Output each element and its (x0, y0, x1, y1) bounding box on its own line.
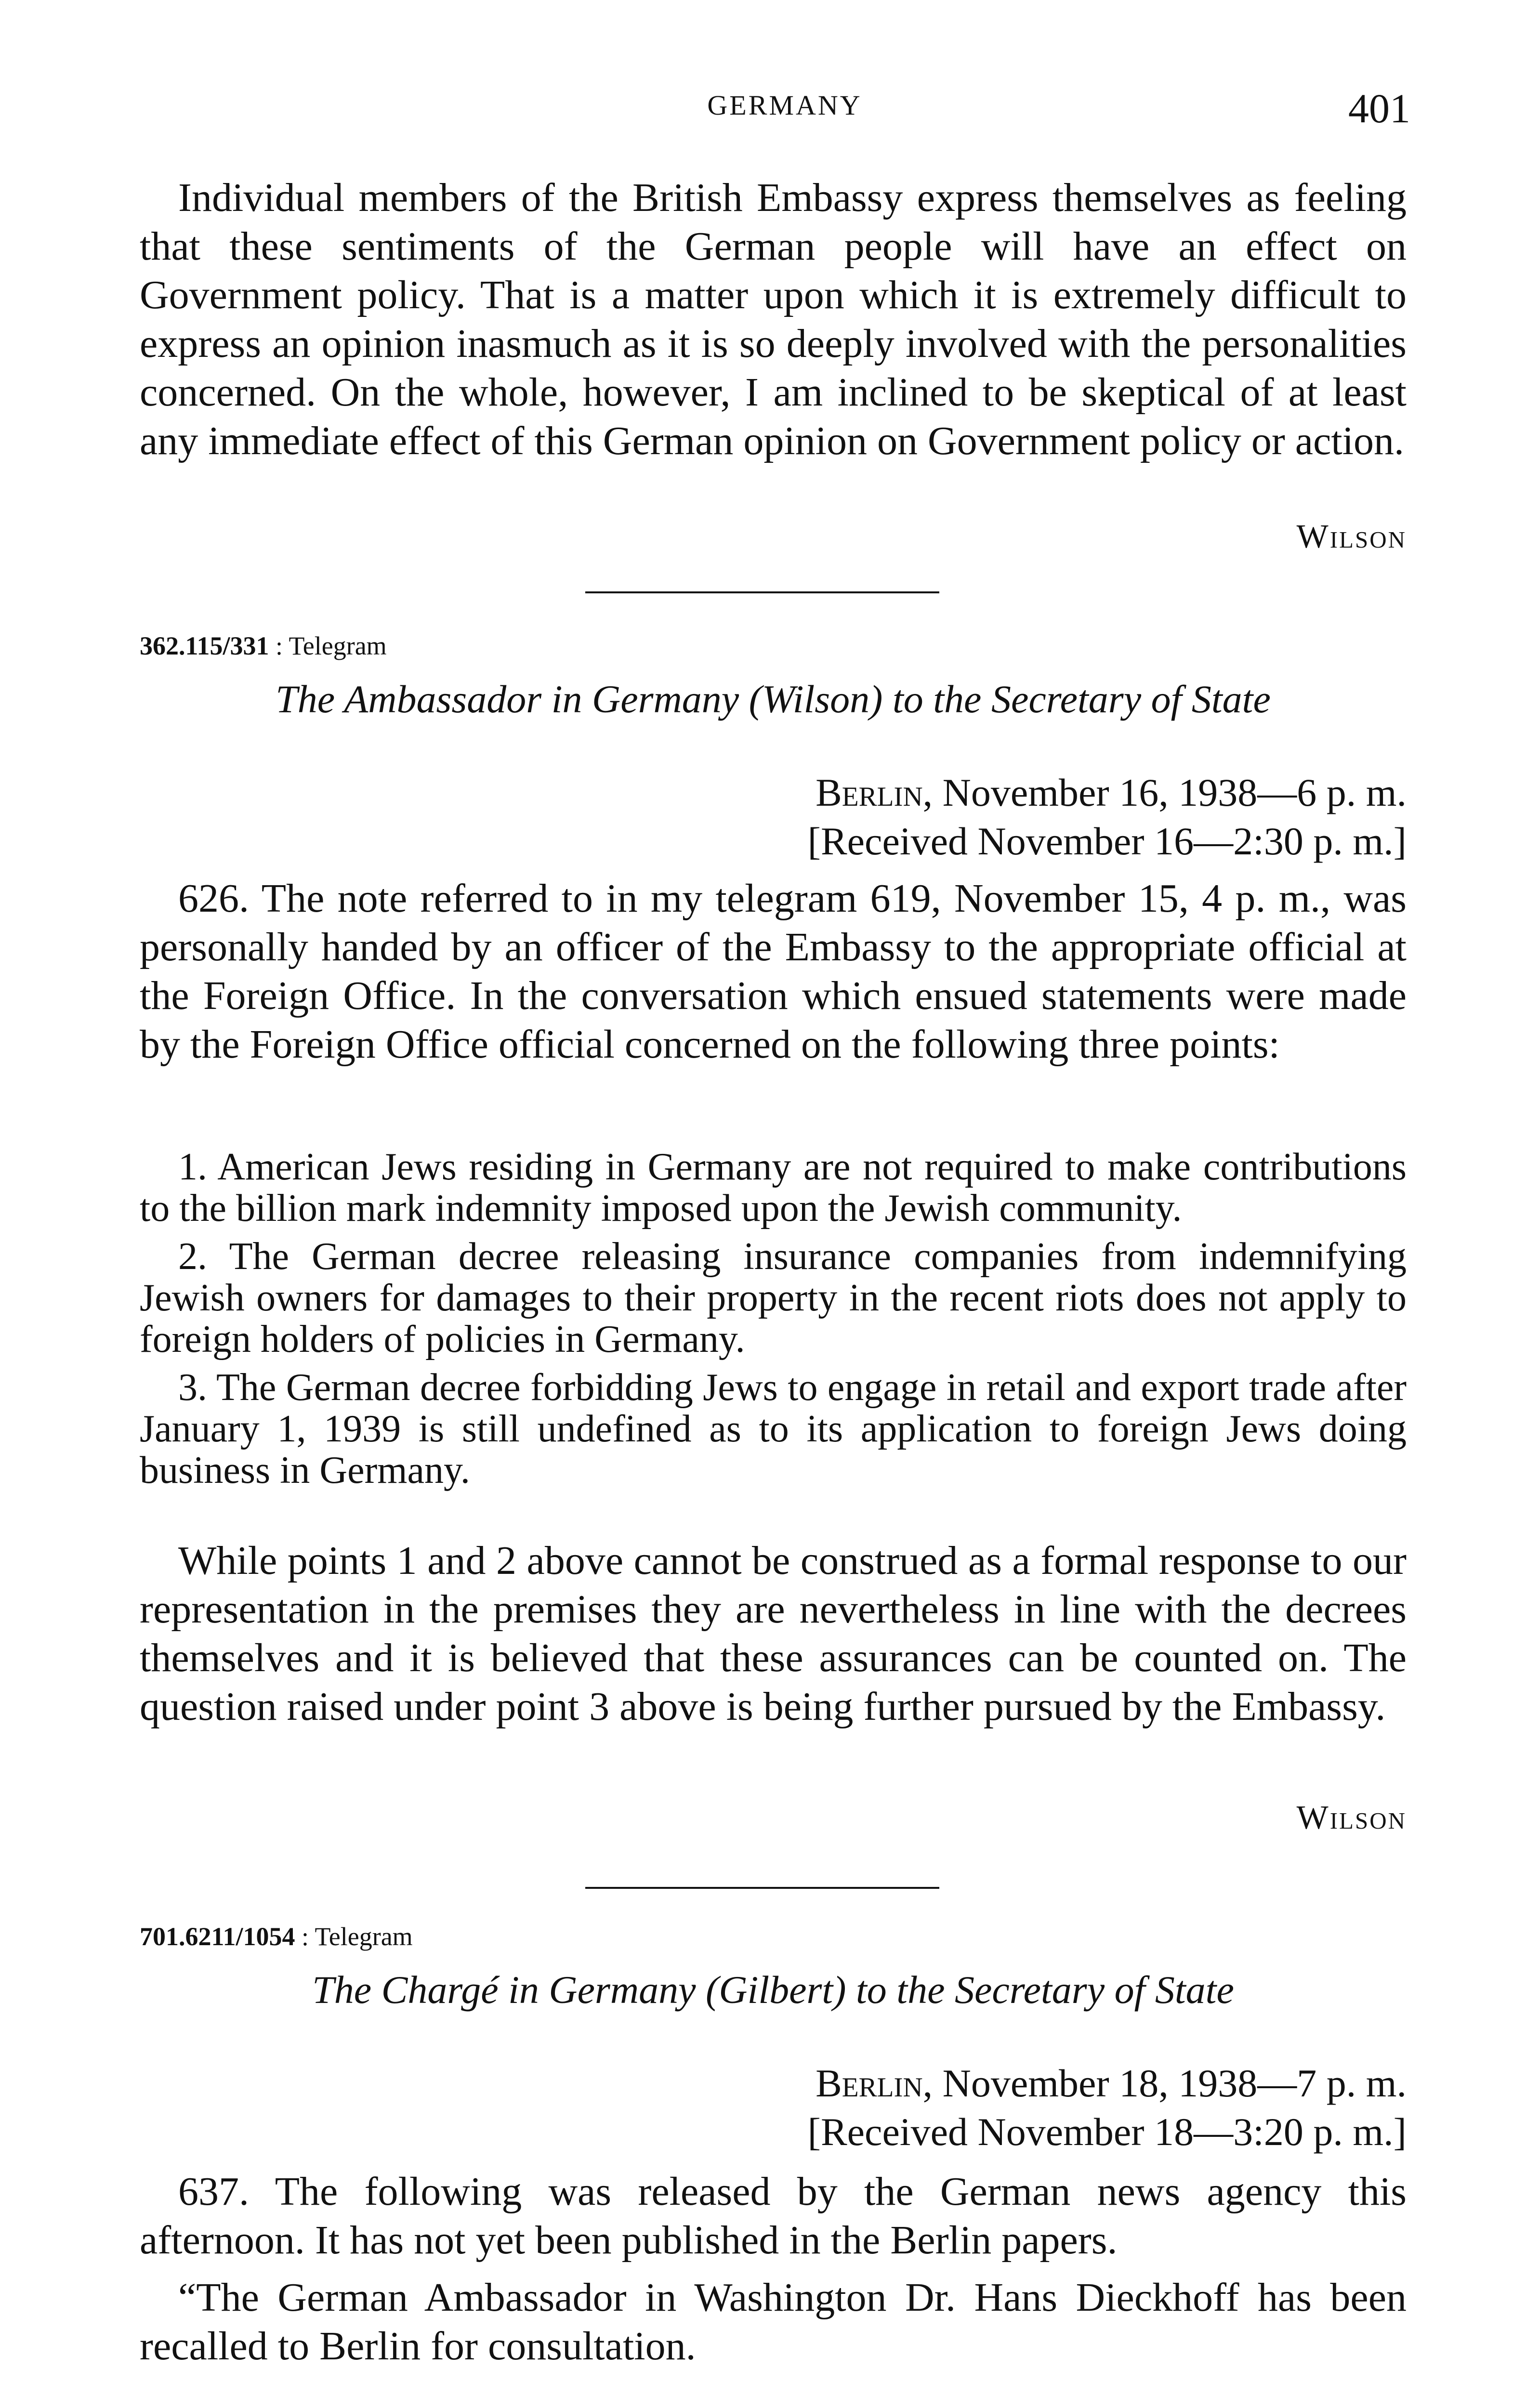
intro-paragraph: Individual members of the British Embassy express themselves as feeling that these sentiments of the German people will have an effect on Government policy. That is a matter upon which it is extremely difficult to express an opinion inasmuch as it is so deeply involved with the personalities concerned. On the whole, however, I am inclined to be skeptical of at least any immediate effect of this German opinion on Government policy or action. (140, 175, 1407, 463)
doc2-heading: The Chargé in Germany (Gilbert) to the Secretary of State (312, 1968, 1234, 2012)
doc2-place: Berlin (816, 2061, 923, 2105)
doc2-received: [Received November 18—3:20 p. m.] (807, 2110, 1407, 2154)
doc1-place: Berlin (816, 771, 923, 814)
page-number: 401 (1348, 85, 1410, 131)
doc2-sent-line (808, 2059, 1407, 2107)
doc1-date: , November 16, 1938—6 p. m. (922, 771, 1407, 814)
section-divider-2 (585, 1887, 939, 1889)
doc2-date: , November 18, 1938—7 p. m. (922, 2061, 1407, 2105)
doc1-paragraph: 626. The note referred to in my telegram 619, November 15, 4 p. m., was personally handed by an officer of the Embassy to the appropriate official at the Foreign Office. In the conversation which ensued statements were made by the Foreign Office official concerned on the following three points: (140, 876, 1407, 1067)
doc2-quote-block (140, 2273, 1407, 2370)
doc1-closing-block (140, 1536, 1407, 1731)
doc1-sent-line (808, 768, 1407, 817)
doc1-points-list (140, 1146, 1407, 1498)
intro-paragraph-block (140, 173, 1407, 465)
doc1-file-reference (140, 631, 387, 661)
doc2-file-reference (140, 1922, 413, 1951)
doc1-dateline (808, 768, 1407, 865)
doc1-signature: Wilson (1296, 1799, 1407, 1836)
doc2-file-number: 701.6211/1054 (140, 1922, 295, 1951)
doc2-paragraph: 637. The following was released by the German news agency this afternoon. It has not yet been published in the Berlin papers. (140, 2169, 1407, 2263)
doc1-point-2: 2. The German decree releasing insurance companies from indemnifying Jewish owners for damages to their property in the recent riots does not apply to foreign holders of policies in Germany. (140, 1235, 1407, 1361)
doc1-point-1: 1. American Jews residing in Germany are not required to make contributions to the billion mark indemnity imposed upon the Jewish community. (140, 1146, 1407, 1230)
section-divider-1 (585, 591, 939, 593)
doc1-point-3: 3. The German decree forbidding Jews to engage in retail and export trade after January 1, 1939 is still undefined as to its application to foreign Jews doing business in Germany. (140, 1366, 1407, 1492)
intro-signature: Wilson (1296, 518, 1407, 555)
doc2-dateline (808, 2059, 1407, 2156)
doc1-closing: While points 1 and 2 above cannot be construed as a formal response to our representation in the premises they are nevertheless in line with the decrees themselves and it is believed that these assurances can be counted on. The question raised under point 3 above is being further pursued by the Embassy. (140, 1538, 1407, 1729)
doc2-paragraph-block (140, 2167, 1407, 2264)
doc1-heading: The Ambassador in Germany (Wilson) to the Secretary of State (276, 677, 1271, 721)
running-head (159, 84, 1410, 137)
running-title: GERMANY (707, 90, 862, 121)
doc1-received: [Received November 16—2:30 p. m.] (807, 819, 1407, 863)
doc1-file-type: : Telegram (276, 631, 387, 660)
doc2-quote: “The German Ambassador in Washington Dr. Hans Dieckhoff has been recalled to Berlin for consultation. (140, 2275, 1407, 2369)
doc1-paragraph-block (140, 874, 1407, 1069)
doc1-file-number: 362.115/331 (140, 631, 269, 660)
doc2-file-type: : Telegram (302, 1922, 413, 1951)
